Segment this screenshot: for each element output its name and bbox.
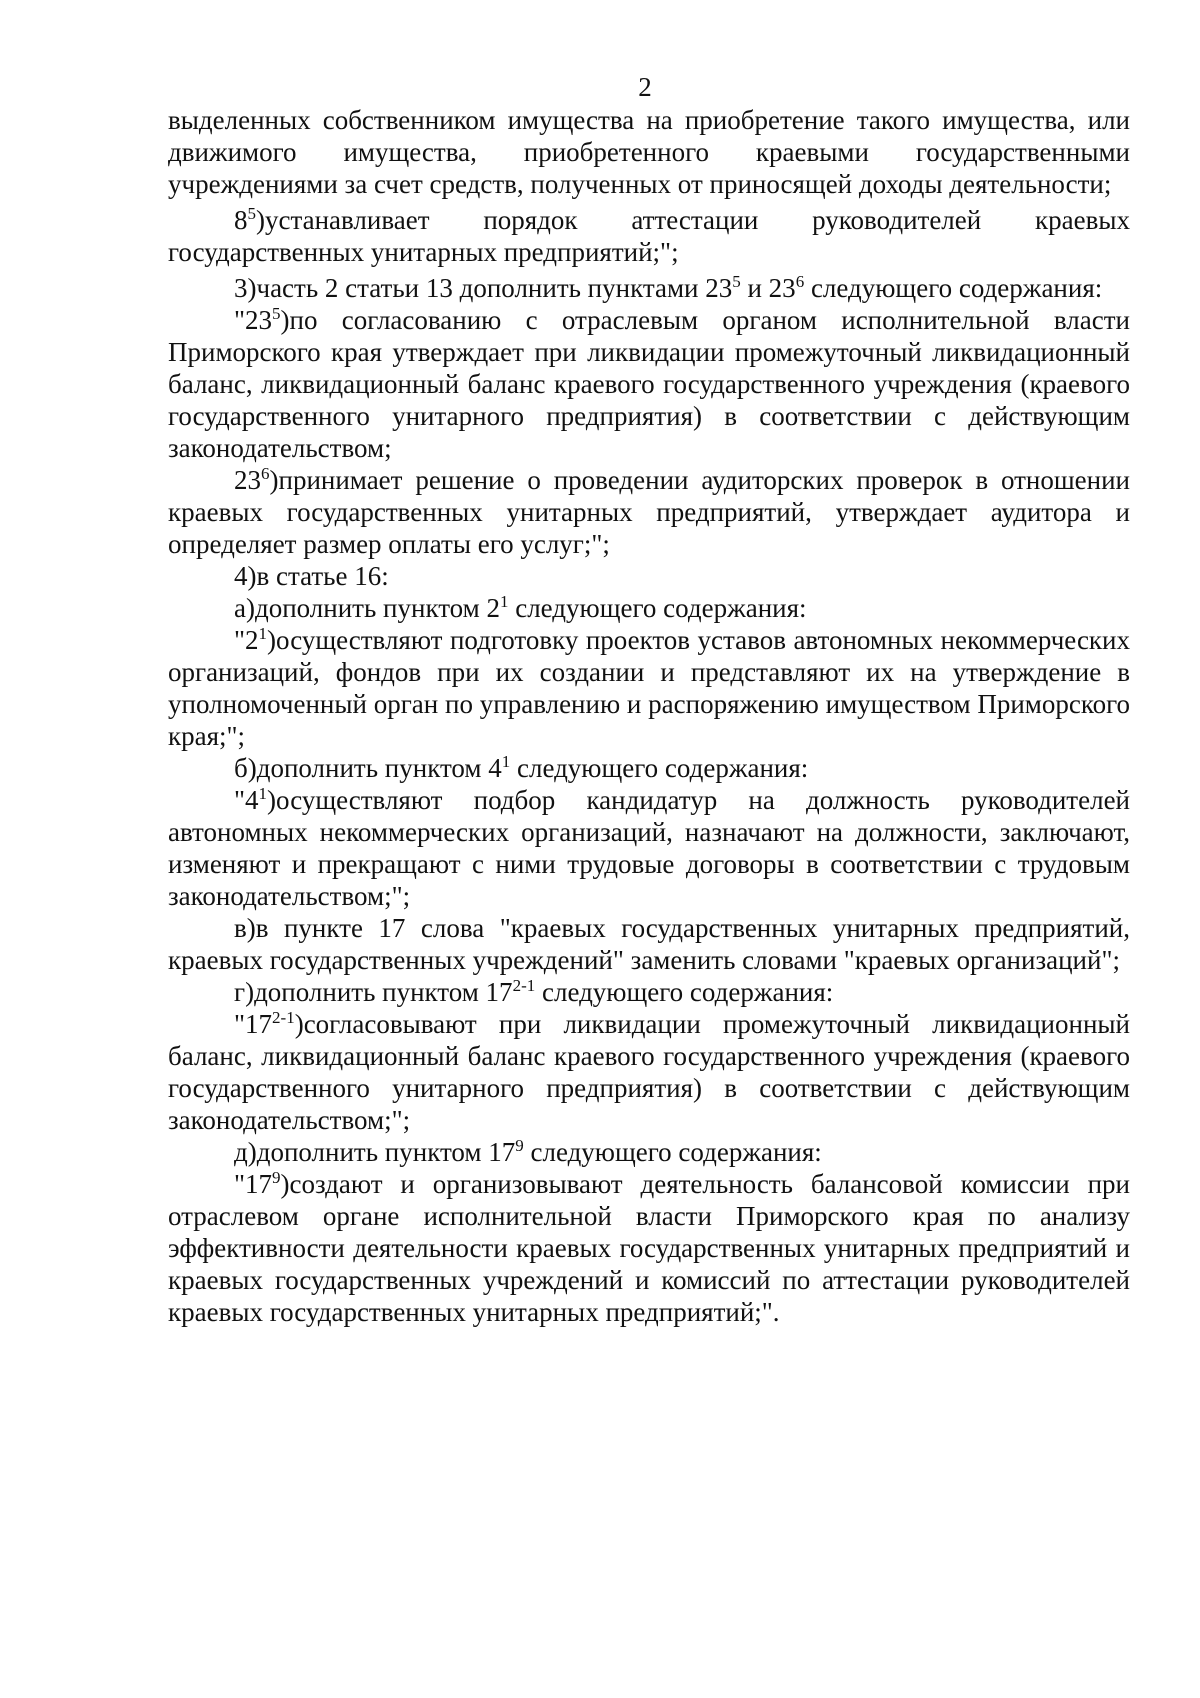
paragraph-item-8-5: $8^5)устанавливает$ порядок аттестации руководителей краевых государственных унитарных предприятий;"; [168, 204, 1130, 267]
paragraph-item-23-6: $23^6)принимает$ решение о проведении аудиторских проверок в отношении краевых государственных унитарных предприятий, утверждает аудитора и определяет размер оплаты его услуг;"; [168, 464, 1130, 559]
paragraph-item-4-1: "$4^1)осуществляют$ подбор кандидатур на должность руководителей автономных некоммерческих организаций, назначают на должности, заключают, изменяют и прекращают с ними трудовые договоры в соответствии с трудовым законодательством;"; [168, 784, 1130, 911]
paragraph-item-17-2-1: "17$^{2-1}$)согласовывают при ликвидации промежуточный ликвидационный баланс, ликвидационный баланс краевого государственного учреждения (краевого государственного унитарного предприятия) в соответствии с действующим законодательством;"; [168, 1008, 1130, 1135]
paragraph-item-2-1: "$2^1)осуществляют$ подготовку проектов уставов автономных некоммерческих организаций, фондов при их создании и представляют их на утверждение в уполномоченный орган по управлению и распоряжению имуществом Приморского края;"; [168, 624, 1130, 751]
paragraph-continuation: выделенных собственником имущества на приобретение такого имущества, или движимого имущества, приобретенного краевыми государственными учреждениями за счет средств, полученных от приносящей доходы деятельности; [168, 105, 1130, 199]
paragraph-subitem-a: а)дополнить пунктом $2^1$ следующего содержания: [234, 592, 807, 623]
page-number: 2 [638, 72, 652, 102]
paragraph-item-23-5: "$23^5)по$ согласованию с отраслевым органом исполнительной власти Приморского края утверждает при ликвидации промежуточный ликвидационный баланс, ликвидационный баланс краевого государственного учреждения (краевого государственного унитарного предприятия) в соответствии с действующим законодательством; [168, 304, 1130, 463]
paragraph-subitem-d: д)дополнить пунктом $17^9$ следующего содержания: [234, 1136, 822, 1167]
paragraph-amendment-4: 4)в статье 16: [234, 561, 389, 591]
paragraph-subitem-v: в)в пункте 17 слова "краевых государственных унитарных предприятий, краевых государственных учреждений" заменить словами "краевых организаций"; [168, 913, 1130, 975]
paragraph-subitem-b: б)дополнить пунктом $4^1$ следующего содержания: [234, 752, 809, 783]
paragraph-item-17-9: "$17^9)создают$ и организовывают деятельность балансовой комиссии при отраслевом органе исполнительной власти Приморского края по анализу эффективности деятельности краевых государственных унитарных предприятий и краевых государственных учреждений и комиссий по аттестации руководителей краевых государственных унитарных предприятий;". [168, 1168, 1130, 1327]
paragraph-amendment-3: 3)часть 2 статьи 13 дополнить пунктами $23^5$ и $23^6$ следующего содержания: [234, 272, 1103, 303]
paragraph-subitem-g: г)дополнить пунктом 17$^{2-1}$ следующего содержания: [234, 976, 834, 1007]
document-body [168, 104, 1130, 1328]
